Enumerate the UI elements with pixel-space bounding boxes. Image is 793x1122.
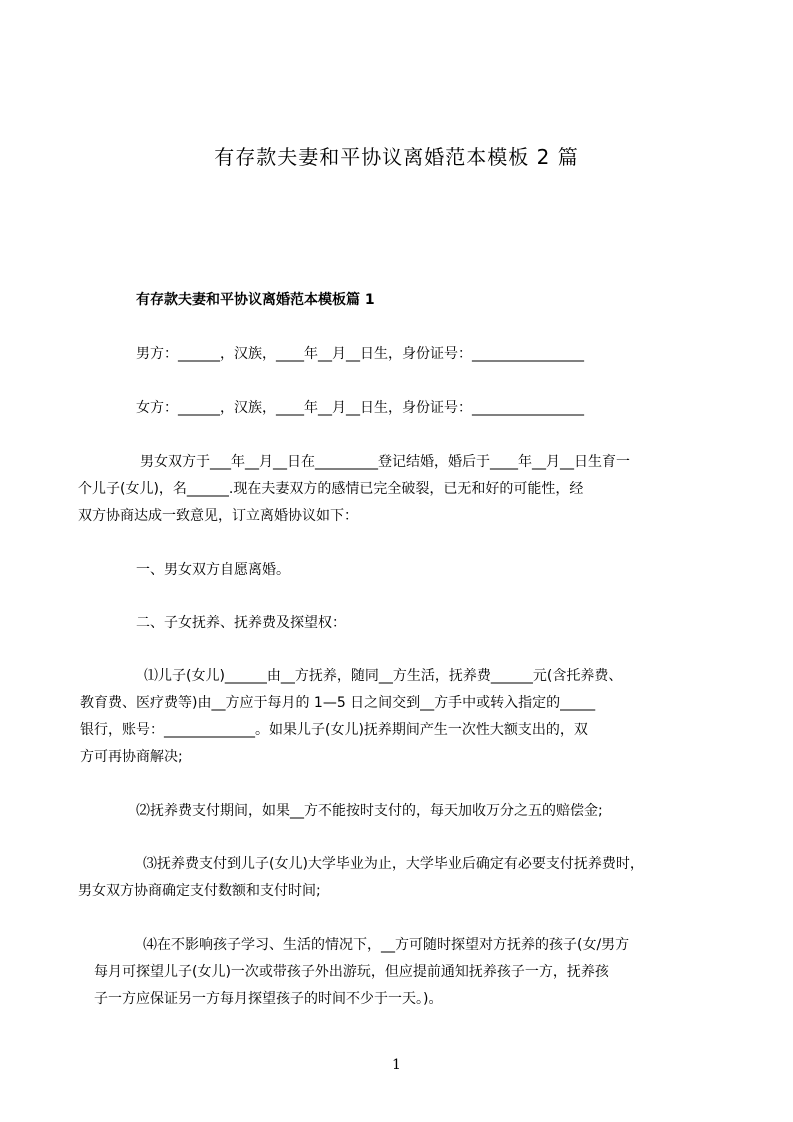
paragraph-line: 子一方应保证另一方每月探望孩子的时间不少于一天。)。 xyxy=(94,991,443,1007)
female-party-line: 女方：______，汉族，____年__月__日生，身份证号：________________ xyxy=(136,400,584,416)
paragraph-line: 双方协商达成一致意见，订立离婚协议如下： xyxy=(78,508,358,524)
paragraph-line: 个儿子(女儿)，名______.现在夫妻双方的感情已完全破裂，已无和好的可能性，经 xyxy=(78,481,584,497)
clause-one: 一、男女双方自愿离婚。 xyxy=(136,562,290,578)
paragraph-line: 男女双方于___年__月__日在_________登记结婚，婚后于____年__月__日生育一 xyxy=(140,454,630,470)
clause-two: 二、子女抚养、抚养费及探望权： xyxy=(136,615,346,631)
document-title: 有存款夫妻和平协议离婚范本模板 2 篇 xyxy=(214,145,579,169)
section-heading: 有存款夫妻和平协议离婚范本模板篇 1 xyxy=(136,292,375,308)
paragraph-line: ⑷在不影响孩子学习、生活的情况下，__方可随时探望对方抚养的孩子(女/男方 xyxy=(143,937,630,953)
paragraph-line: ⑴儿子(女儿)______由__方抚养，随同__方生活，抚养费______元(含托养费、 xyxy=(144,668,623,684)
male-party-line: 男方：______，汉族，____年__月__日生，身份证号：________________ xyxy=(136,346,584,362)
paragraph-line: 男女双方协商确定支付数额和支付时间; xyxy=(78,883,321,899)
item-2-paragraph: ⑵抚养费支付期间，如果__方不能按时支付的，每天加收万分之五的赔偿金; xyxy=(136,803,603,819)
paragraph-line: 教育费、医疗费等)由__方应于每月的 1—5 日之间交到__方手中或转入指定的_____ xyxy=(80,695,596,711)
paragraph-line: 方可再协商解决; xyxy=(80,749,183,765)
paragraph-line: 银行，账号：_____________。如果儿子(女儿)抚养期间产生一次性大额支出的，双 xyxy=(80,722,588,738)
page-number: 1 xyxy=(392,1057,401,1073)
paragraph-line: ⑶抚养费支付到儿子(女儿)大学毕业为止，大学毕业后确定有必要支付抚养费时， xyxy=(143,856,644,872)
paragraph-line: 每月可探望儿子(女儿)一次或带孩子外出游玩，但应提前通知抚养孩子一方，抚养孩 xyxy=(94,964,609,980)
